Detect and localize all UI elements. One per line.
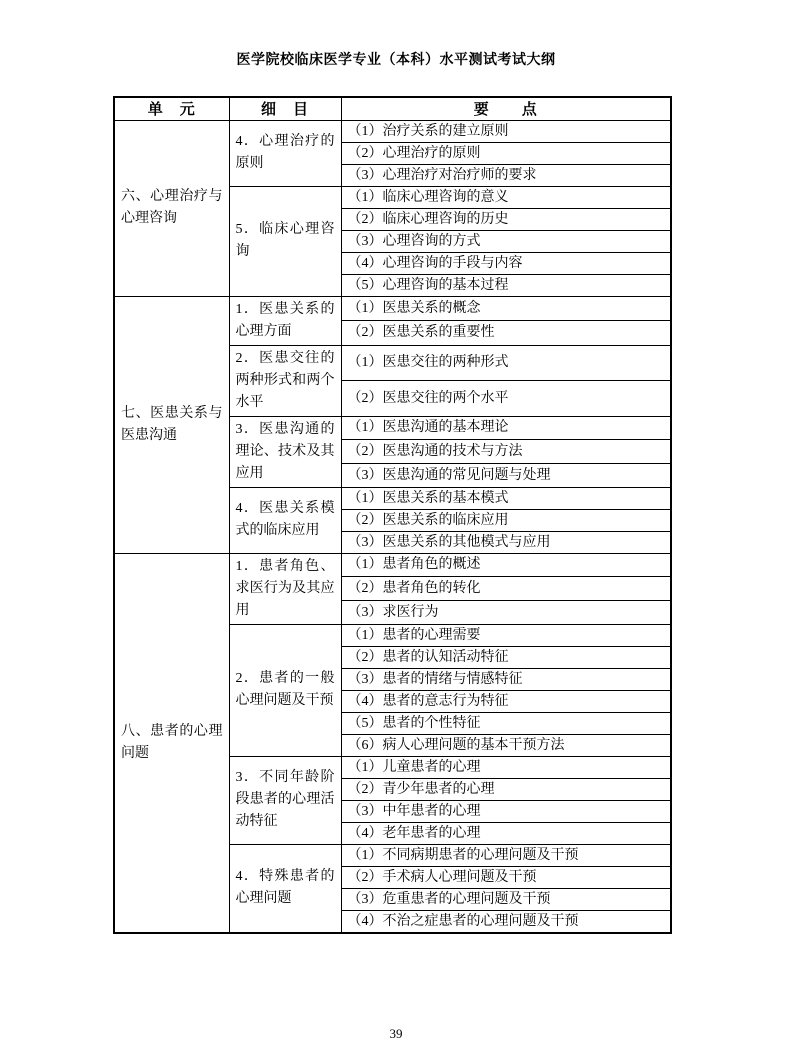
detail-cell: 4．特殊患者的心理问题 — [229, 844, 341, 933]
point-cell: （3）心理治疗对治疗师的要求 — [341, 164, 671, 186]
point-cell: （4）老年患者的心理 — [341, 822, 671, 844]
point-cell: （5）心理咨询的基本过程 — [341, 274, 671, 296]
detail-cell: 1．医患关系的心理方面 — [229, 296, 341, 345]
point-cell: （1）医患关系的概念 — [341, 296, 671, 321]
point-cell: （2）医患沟通的技术与方法 — [341, 440, 671, 464]
detail-cell: 4．心理治疗的原则 — [229, 120, 341, 186]
point-cell: （1）临床心理咨询的意义 — [341, 186, 671, 208]
point-cell: （2）医患关系的重要性 — [341, 321, 671, 346]
point-cell: （1）治疗关系的建立原则 — [341, 120, 671, 142]
point-cell: （3）中年患者的心理 — [341, 800, 671, 822]
point-cell: （1）医患沟通的基本理论 — [341, 416, 671, 440]
point-cell: （2）患者角色的转化 — [341, 577, 671, 601]
point-cell: （1）患者角色的概述 — [341, 553, 671, 577]
table-row — [114, 120, 671, 142]
point-cell: （3）心理咨询的方式 — [341, 230, 671, 252]
detail-cell: 3．医患沟通的理论、技术及其应用 — [229, 416, 341, 487]
point-cell: （4）不治之症患者的心理问题及干预 — [341, 910, 671, 933]
point-cell: （2）临床心理咨询的历史 — [341, 208, 671, 230]
point-cell: （4）心理咨询的手段与内容 — [341, 252, 671, 274]
page-number: 39 — [389, 1026, 403, 1041]
point-cell: （4）患者的意志行为特征 — [341, 690, 671, 712]
detail-cell: 1．患者角色、求医行为及其应用 — [229, 553, 341, 624]
point-cell: （3）求医行为 — [341, 600, 671, 624]
syllabus-table-container — [113, 96, 672, 934]
syllabus-table — [113, 96, 672, 934]
unit-cell: 六、心理治疗与心理咨询 — [114, 120, 229, 296]
detail-cell: 2．医患交往的两种形式和两个水平 — [229, 345, 341, 416]
unit-cell: 七、医患关系与医患沟通 — [114, 296, 229, 553]
point-cell: （2）医患交往的两个水平 — [341, 381, 671, 417]
document-title: 医学院校临床医学专业（本科）水平测试考试大纲 — [236, 53, 556, 68]
point-cell: （6）病人心理问题的基本干预方法 — [341, 734, 671, 756]
point-cell: （1）患者的心理需要 — [341, 624, 671, 646]
detail-cell: 3．不同年龄阶段患者的心理活动特征 — [229, 756, 341, 844]
table-header — [114, 97, 671, 120]
table-header-row — [114, 97, 671, 120]
unit-cell: 八、患者的心理问题 — [114, 553, 229, 933]
point-cell: （3）危重患者的心理问题及干预 — [341, 888, 671, 910]
point-cell: （2）手术病人心理问题及干预 — [341, 866, 671, 888]
point-cell: （1）儿童患者的心理 — [341, 756, 671, 778]
column-header-detail: 细 目 — [229, 97, 341, 120]
syllabus-table-body — [114, 120, 671, 933]
point-cell: （2）医患关系的临床应用 — [341, 509, 671, 531]
point-cell: （3）医患关系的其他模式与应用 — [341, 531, 671, 553]
point-cell: （2）心理治疗的原则 — [341, 142, 671, 164]
column-header-points: 要 点 — [341, 97, 671, 120]
point-cell: （1）医患关系的基本模式 — [341, 487, 671, 509]
table-row — [114, 553, 671, 577]
point-cell: （3）患者的情绪与情感特征 — [341, 668, 671, 690]
detail-cell: 4．医患关系模式的临床应用 — [229, 487, 341, 553]
point-cell: （1）医患交往的两种形式 — [341, 345, 671, 381]
point-cell: （2）患者的认知活动特征 — [341, 646, 671, 668]
point-cell: （1）不同病期患者的心理问题及干预 — [341, 844, 671, 866]
table-row — [114, 296, 671, 321]
point-cell: （2）青少年患者的心理 — [341, 778, 671, 800]
detail-cell: 5．临床心理咨询 — [229, 186, 341, 296]
detail-cell: 2．患者的一般心理问题及干预 — [229, 624, 341, 756]
point-cell: （3）医患沟通的常见问题与处理 — [341, 463, 671, 487]
column-header-unit: 单 元 — [114, 97, 229, 120]
point-cell: （5）患者的个性特征 — [341, 712, 671, 734]
